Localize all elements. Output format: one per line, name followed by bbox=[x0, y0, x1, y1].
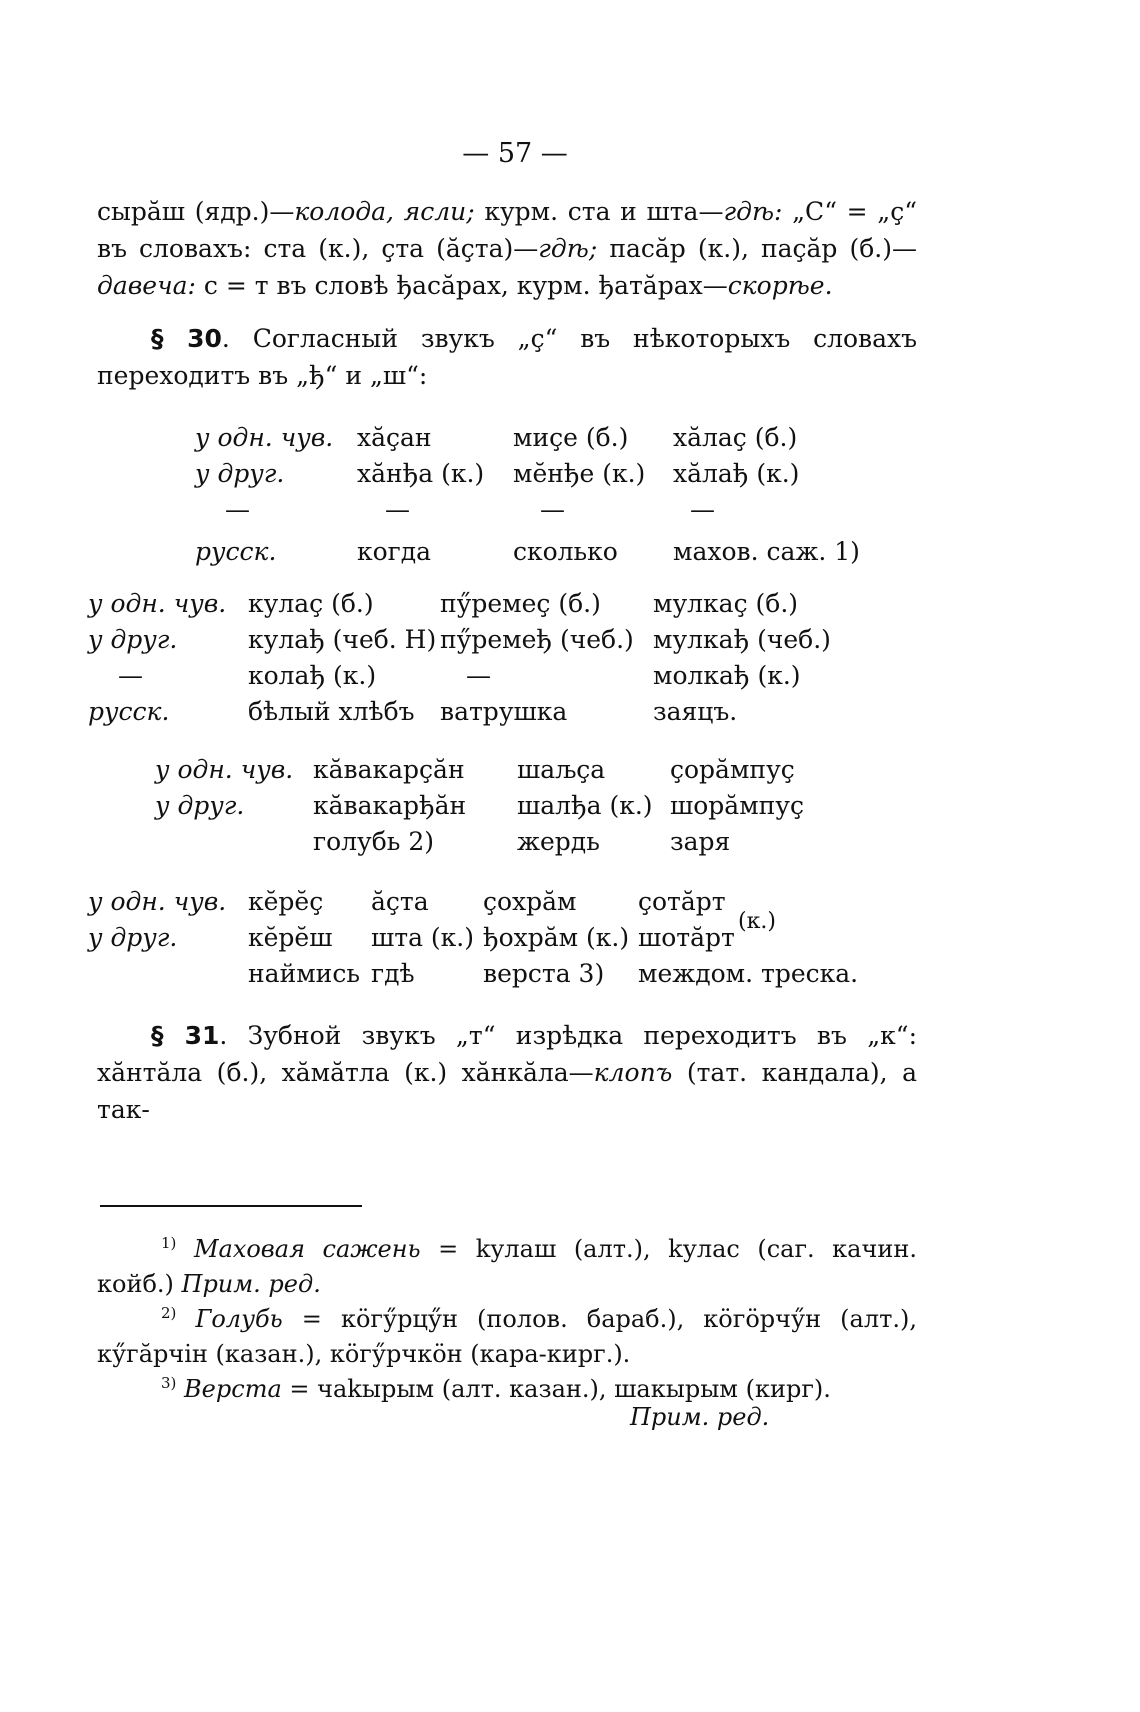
footnote-term: Голубь bbox=[195, 1305, 283, 1333]
footnote-text: = кӧгӳрцӳн (полов. бараб.), кӧгӧрчӳн (алт.), кӳгӑрчін (казан.), кӧгӳрчкӧн (кара-кирг.). bbox=[97, 1305, 917, 1368]
table-row bbox=[155, 752, 875, 788]
table-cell: — bbox=[225, 495, 250, 524]
table-cell: шорӑмпуç bbox=[670, 791, 805, 820]
footnote-text: = kулаш (алт.), kулас (саг. качин. койб.) bbox=[97, 1235, 917, 1298]
table-row bbox=[155, 824, 875, 860]
footnote-2 bbox=[97, 1296, 917, 1372]
table-row bbox=[195, 534, 875, 570]
table-cell: хӑнђа (к.) bbox=[357, 459, 485, 488]
section-text-italic: клопъ bbox=[593, 1058, 673, 1087]
table-cell: мулкаç (б.) bbox=[653, 589, 799, 618]
table-row bbox=[88, 694, 908, 730]
table-cell: молкађ (к.) bbox=[653, 661, 801, 690]
table-cell: кулаç (б.) bbox=[248, 589, 374, 618]
row-label: у одн. чув. bbox=[155, 755, 294, 784]
table-cell: заря bbox=[670, 827, 731, 856]
table-cell: çотӑрт bbox=[638, 887, 726, 916]
table-cell: пӳремеђ (чеб.) bbox=[440, 625, 634, 654]
table-cell: когда bbox=[357, 537, 432, 566]
table-cell: сколько bbox=[513, 537, 618, 566]
row-label: у друг. bbox=[88, 625, 178, 654]
footnote-mark: 1) bbox=[161, 1234, 177, 1252]
section-text: (тат. кандала), а так- bbox=[97, 1058, 917, 1124]
table-cell: — bbox=[540, 495, 565, 524]
footnote-term: Верста bbox=[184, 1375, 282, 1403]
table-row bbox=[88, 884, 918, 920]
table-cell: ђохрӑм (к.) bbox=[483, 923, 630, 952]
table-cell: хӑлађ (к.) bbox=[673, 459, 800, 488]
table-cell: — bbox=[118, 661, 143, 690]
footnote-mark: 3) bbox=[161, 1374, 177, 1392]
row-label: у одн. чув. bbox=[195, 423, 334, 452]
table-cell: — bbox=[385, 495, 410, 524]
footnote-note: Прим. ред. bbox=[181, 1270, 321, 1298]
footnote-mark: 2) bbox=[161, 1304, 177, 1322]
table-row bbox=[88, 586, 908, 622]
section-text: . Согласный звукъ „ç“ въ нѣкоторыхъ словахъ переходитъ въ „ђ“ и „ш“: bbox=[97, 324, 918, 390]
table-row bbox=[155, 788, 875, 824]
text-run: с = т въ словѣ ђасӑрах, курм. ђатӑрах— bbox=[195, 271, 728, 300]
table-cell: кӑвакарçӑн bbox=[313, 755, 465, 784]
text-run: пасӑр (к.), паçӑр (б.)— bbox=[597, 234, 918, 263]
table-cell: шта (к.) bbox=[371, 923, 475, 952]
row-label: у одн. чув. bbox=[88, 589, 227, 618]
table-cell: ӑçта bbox=[371, 887, 429, 916]
table-cell: кулађ (чеб. Н) bbox=[248, 625, 437, 654]
table-cell: çорӑмпуç bbox=[670, 755, 795, 784]
table-cell: кӑвакарђӑн bbox=[313, 791, 467, 820]
table-cell: голубь 2) bbox=[313, 827, 435, 856]
row-label: у друг. bbox=[155, 791, 245, 820]
table-cell: кӗрӗç bbox=[248, 887, 324, 916]
table-cell: хӑлаç (б.) bbox=[673, 423, 798, 452]
section-30-paragraph bbox=[97, 320, 917, 394]
table-cell: — bbox=[466, 661, 491, 690]
row-label: у друг. bbox=[195, 459, 285, 488]
table-row bbox=[195, 420, 875, 456]
table-cell: махов. саж. 1) bbox=[673, 537, 860, 566]
table-cell: шалђа (к.) bbox=[517, 791, 653, 820]
footnote-term: Маховая сажень bbox=[193, 1235, 421, 1263]
table-row bbox=[88, 956, 918, 992]
table-cell: шотӑрт bbox=[638, 923, 735, 952]
section-31-paragraph bbox=[97, 1017, 917, 1128]
footnote-divider bbox=[100, 1205, 362, 1207]
table-cell: хӑçан bbox=[357, 423, 432, 452]
row-label: у одн. чув. bbox=[88, 887, 227, 916]
table-cell: мулкађ (чеб.) bbox=[653, 625, 831, 654]
table-cell: мӗнђе (к.) bbox=[513, 459, 646, 488]
footnote-1 bbox=[97, 1226, 917, 1302]
table-cell: заяцъ. bbox=[653, 697, 738, 726]
example-table-2 bbox=[88, 586, 908, 730]
table-cell: междом. треска. bbox=[638, 959, 859, 988]
table-cell: бѣлый хлѣбъ bbox=[248, 697, 415, 726]
text-run-italic: гдѣ; bbox=[538, 234, 598, 263]
page-number: — 57 — bbox=[462, 138, 568, 169]
table-cell: ватрушка bbox=[440, 697, 568, 726]
table-row bbox=[195, 456, 875, 492]
table-cell: миçе (б.) bbox=[513, 423, 629, 452]
text-run-italic: гдѣ: bbox=[723, 197, 783, 226]
brace-note: (к.) bbox=[738, 909, 776, 934]
table-cell: гдѣ bbox=[371, 959, 415, 988]
text-run-italic: скорѣе. bbox=[727, 271, 833, 300]
table-row bbox=[88, 658, 908, 694]
footnote-text: = чаkырым (алт. казан.), шакырым (кирг). bbox=[281, 1375, 831, 1403]
example-table-4 bbox=[88, 884, 918, 992]
table-cell: наймись bbox=[248, 959, 360, 988]
text-run-italic: колода, ясли; bbox=[294, 197, 475, 226]
row-label: у друг. bbox=[88, 923, 178, 952]
table-cell: жердь bbox=[517, 827, 600, 856]
footnote-3 bbox=[97, 1366, 917, 1407]
row-label: русск. bbox=[88, 697, 170, 726]
table-row bbox=[88, 622, 908, 658]
section-number: § 31 bbox=[151, 1021, 220, 1050]
intro-paragraph bbox=[97, 193, 917, 304]
table-cell: — bbox=[690, 495, 715, 524]
text-run: „С“ = „ç“ въ словахъ: ста (к.), çта (ӑçта)— bbox=[97, 197, 917, 263]
table-row bbox=[195, 492, 875, 528]
example-table-3 bbox=[155, 752, 875, 860]
section-text: . Зубной звукъ „т“ изрѣдка переходитъ въ „к“: хӑнтӑла (б.), хӑмӑтла (к.) хӑнкӑла— bbox=[97, 1021, 918, 1087]
table-cell: шаљçа bbox=[517, 755, 606, 784]
table-cell: çохрӑм bbox=[483, 887, 577, 916]
table-cell: верста 3) bbox=[483, 959, 605, 988]
section-number: § 30 bbox=[151, 324, 222, 353]
table-cell: колађ (к.) bbox=[248, 661, 377, 690]
table-cell: пӳремеç (б.) bbox=[440, 589, 601, 618]
text-run-italic: давеча: bbox=[97, 271, 196, 300]
table-cell: кӗрӗш bbox=[248, 923, 333, 952]
text-run: курм. ста и шта— bbox=[474, 197, 724, 226]
row-label: русск. bbox=[195, 537, 277, 566]
editor-note: Прим. ред. bbox=[630, 1403, 770, 1431]
example-table-1 bbox=[195, 420, 875, 570]
text-run: сырӑш (ядр.)— bbox=[97, 197, 295, 226]
table-row bbox=[88, 920, 918, 956]
